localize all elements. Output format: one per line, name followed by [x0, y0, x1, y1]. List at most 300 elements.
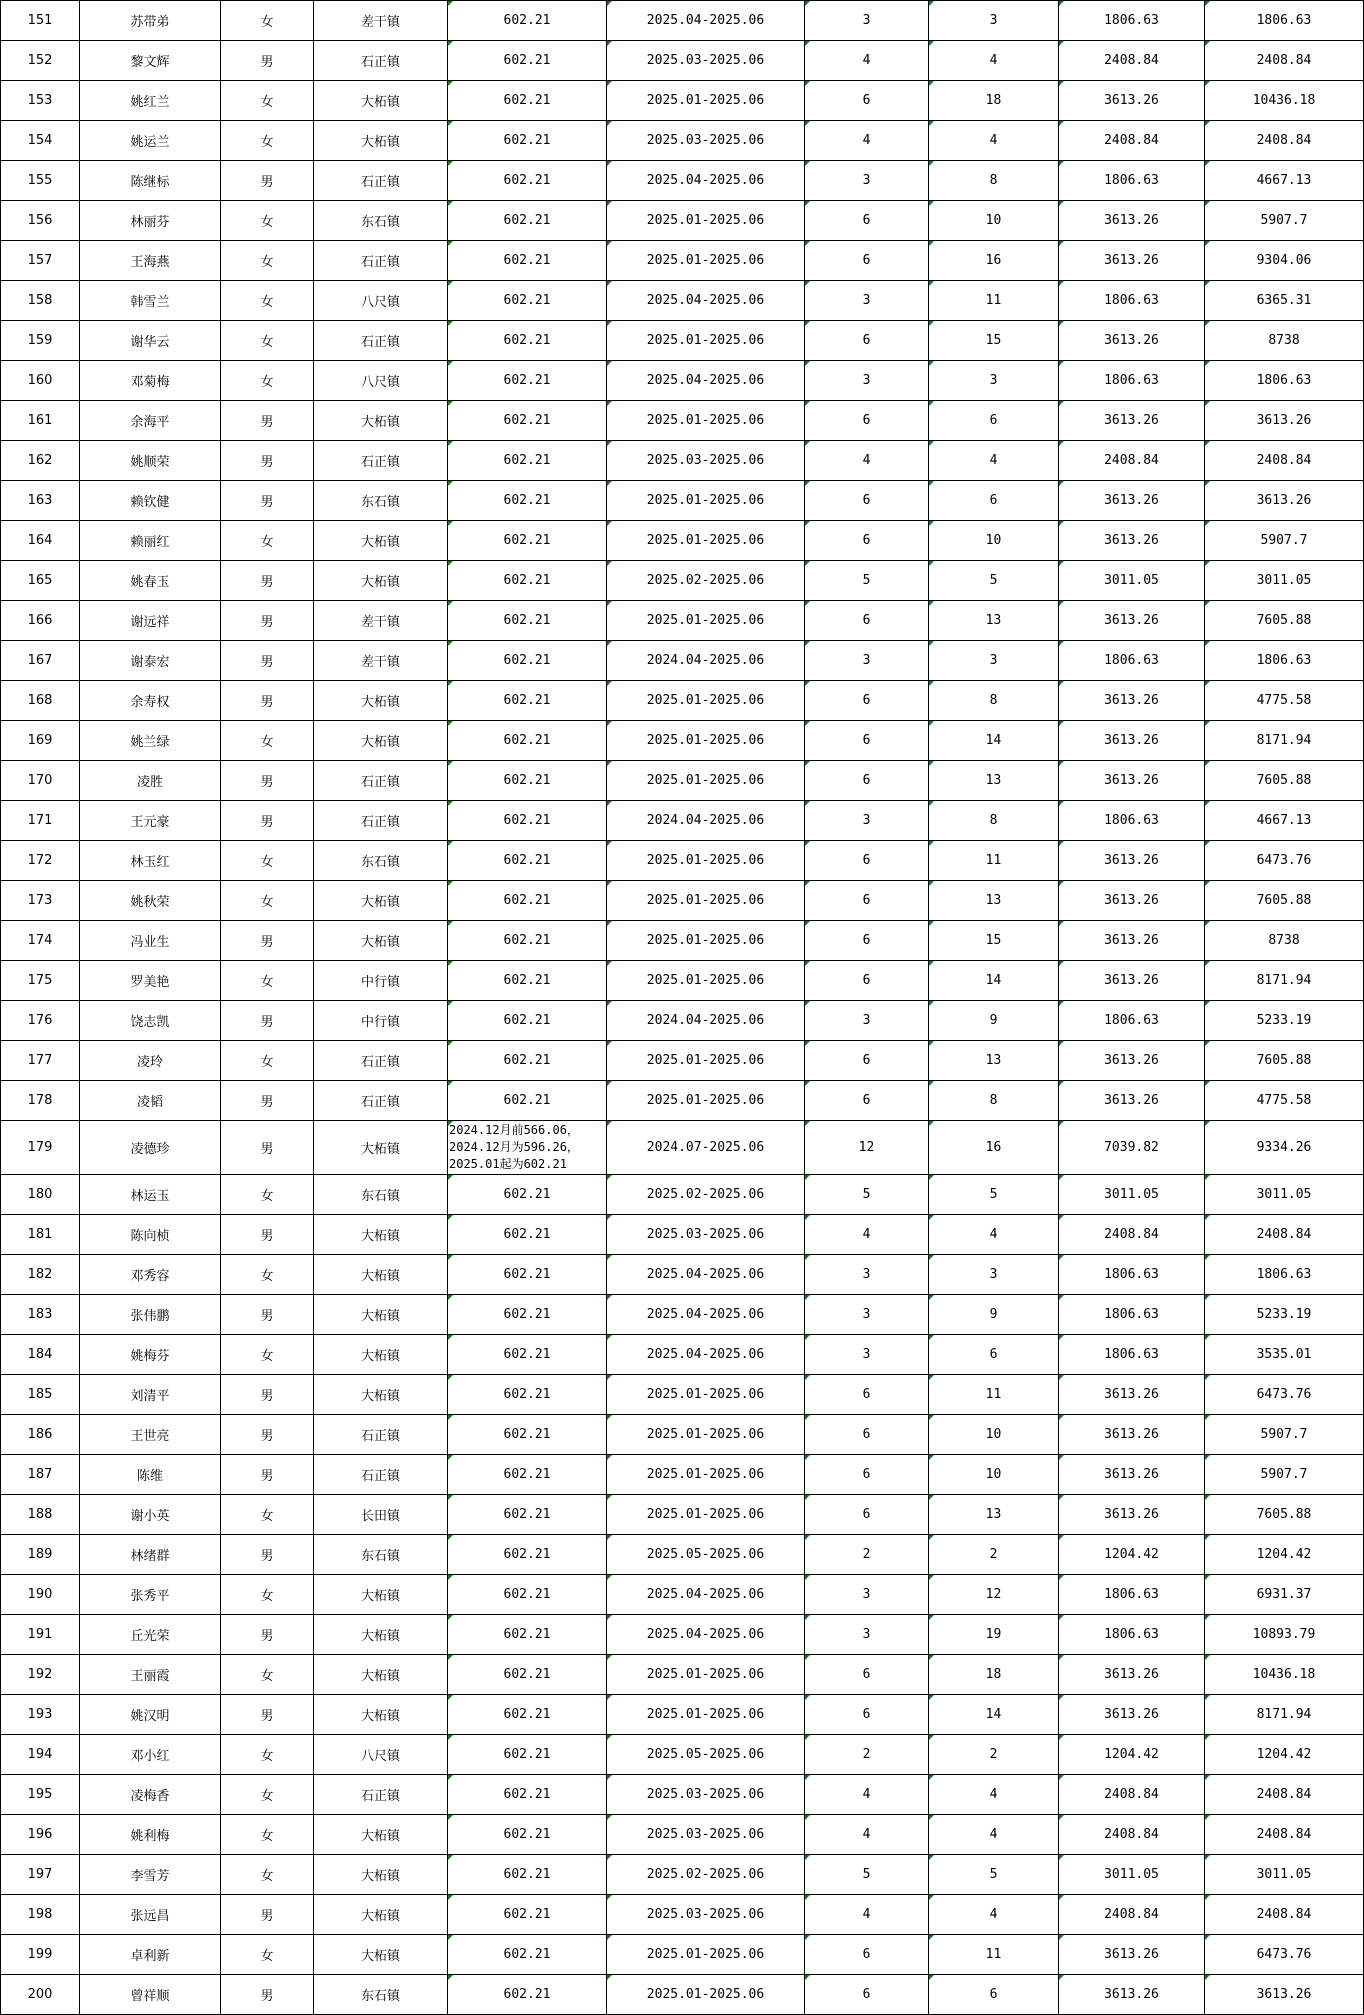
table-row — [1, 721, 1364, 761]
name-cell: 饶志凯 — [80, 1001, 221, 1041]
town-cell: 石正镇 — [314, 1415, 448, 1455]
standard-amount-cell: 602.21 — [448, 921, 607, 961]
gender-cell: 女 — [221, 1041, 314, 1081]
total-months-cell: 6 — [929, 1335, 1059, 1375]
total-amount-cell: 4775.58 — [1205, 681, 1364, 721]
row-number: 196 — [1, 1815, 80, 1855]
total-amount-cell: 5233.19 — [1205, 1001, 1364, 1041]
standard-amount-cell: 602.21 — [448, 1895, 607, 1935]
town-cell: 大柘镇 — [314, 1121, 448, 1175]
months-cell: 3 — [805, 161, 929, 201]
total-amount-cell: 8738 — [1205, 321, 1364, 361]
table-row — [1, 281, 1364, 321]
months-cell: 2 — [805, 1735, 929, 1775]
table-row — [1, 521, 1364, 561]
town-cell: 大柘镇 — [314, 1855, 448, 1895]
gender-cell: 女 — [221, 1495, 314, 1535]
town-cell: 东石镇 — [314, 1535, 448, 1575]
months-cell: 6 — [805, 201, 929, 241]
gender-cell: 女 — [221, 1255, 314, 1295]
table-row — [1, 1041, 1364, 1081]
table-row — [1, 1121, 1364, 1175]
table-row — [1, 681, 1364, 721]
period-cell: 2025.01-2025.06 — [607, 1495, 805, 1535]
town-cell: 石正镇 — [314, 161, 448, 201]
total-months-cell: 11 — [929, 1375, 1059, 1415]
gender-cell: 男 — [221, 801, 314, 841]
months-cell: 5 — [805, 1175, 929, 1215]
table-row — [1, 1735, 1364, 1775]
gender-cell: 女 — [221, 1735, 314, 1775]
name-cell: 卓利新 — [80, 1935, 221, 1975]
total-months-cell: 18 — [929, 1655, 1059, 1695]
name-cell: 张伟鹏 — [80, 1295, 221, 1335]
row-number: 165 — [1, 561, 80, 601]
name-cell: 苏带弟 — [80, 1, 221, 41]
table-body — [1, 1, 1364, 2015]
period-cell: 2025.03-2025.06 — [607, 41, 805, 81]
total-amount-cell: 5233.19 — [1205, 1295, 1364, 1335]
name-cell: 丘光荣 — [80, 1615, 221, 1655]
months-cell: 6 — [805, 481, 929, 521]
total-months-cell: 16 — [929, 1121, 1059, 1175]
town-cell: 大柘镇 — [314, 401, 448, 441]
total-months-cell: 11 — [929, 841, 1059, 881]
row-number: 151 — [1, 1, 80, 41]
name-cell: 凌胜 — [80, 761, 221, 801]
total-months-cell: 15 — [929, 921, 1059, 961]
standard-amount-cell: 602.21 — [448, 1935, 607, 1975]
months-cell: 6 — [805, 521, 929, 561]
period-cell: 2025.04-2025.06 — [607, 1295, 805, 1335]
total-months-cell: 4 — [929, 1815, 1059, 1855]
total-amount-cell: 2408.84 — [1205, 441, 1364, 481]
months-cell: 3 — [805, 1001, 929, 1041]
period-cell: 2025.04-2025.06 — [607, 1575, 805, 1615]
total-months-cell: 8 — [929, 1081, 1059, 1121]
town-cell: 石正镇 — [314, 321, 448, 361]
table-row — [1, 321, 1364, 361]
gender-cell: 男 — [221, 1615, 314, 1655]
total-months-cell: 4 — [929, 1895, 1059, 1935]
standard-amount-cell: 602.21 — [448, 281, 607, 321]
period-amount-cell: 1806.63 — [1059, 1, 1205, 41]
total-months-cell: 4 — [929, 441, 1059, 481]
name-cell: 凌玲 — [80, 1041, 221, 1081]
gender-cell: 男 — [221, 681, 314, 721]
name-cell: 陈向桢 — [80, 1215, 221, 1255]
gender-cell: 男 — [221, 481, 314, 521]
months-cell: 12 — [805, 1121, 929, 1175]
row-number: 175 — [1, 961, 80, 1001]
gender-cell: 男 — [221, 1121, 314, 1175]
row-number: 159 — [1, 321, 80, 361]
row-number: 153 — [1, 81, 80, 121]
name-cell: 谢华云 — [80, 321, 221, 361]
gender-cell: 女 — [221, 841, 314, 881]
total-amount-cell: 7605.88 — [1205, 601, 1364, 641]
town-cell: 大柘镇 — [314, 561, 448, 601]
total-months-cell: 8 — [929, 801, 1059, 841]
gender-cell: 男 — [221, 561, 314, 601]
months-cell: 4 — [805, 41, 929, 81]
total-amount-cell: 7605.88 — [1205, 761, 1364, 801]
period-cell: 2025.01-2025.06 — [607, 401, 805, 441]
name-cell: 张秀平 — [80, 1575, 221, 1615]
name-cell: 李雪芳 — [80, 1855, 221, 1895]
period-cell: 2025.03-2025.06 — [607, 1815, 805, 1855]
town-cell: 东石镇 — [314, 481, 448, 521]
town-cell: 大柘镇 — [314, 1695, 448, 1735]
name-cell: 冯业生 — [80, 921, 221, 961]
town-cell: 大柘镇 — [314, 121, 448, 161]
total-months-cell: 4 — [929, 121, 1059, 161]
table-row — [1, 1495, 1364, 1535]
town-cell: 石正镇 — [314, 241, 448, 281]
row-number: 192 — [1, 1655, 80, 1695]
period-cell: 2024.07-2025.06 — [607, 1121, 805, 1175]
standard-amount-cell: 602.21 — [448, 1535, 607, 1575]
total-months-cell: 8 — [929, 681, 1059, 721]
gender-cell: 男 — [221, 921, 314, 961]
period-amount-cell: 3613.26 — [1059, 761, 1205, 801]
months-cell: 3 — [805, 641, 929, 681]
table-row — [1, 1001, 1364, 1041]
period-amount-cell: 1806.63 — [1059, 1615, 1205, 1655]
gender-cell: 男 — [221, 601, 314, 641]
town-cell: 大柘镇 — [314, 1215, 448, 1255]
total-amount-cell: 4775.58 — [1205, 1081, 1364, 1121]
town-cell: 差干镇 — [314, 1, 448, 41]
table-row — [1, 1815, 1364, 1855]
months-cell: 6 — [805, 1695, 929, 1735]
months-cell: 3 — [805, 281, 929, 321]
months-cell: 6 — [805, 961, 929, 1001]
table-row — [1, 441, 1364, 481]
total-amount-cell: 3613.26 — [1205, 401, 1364, 441]
period-amount-cell: 3011.05 — [1059, 561, 1205, 601]
total-amount-cell: 4667.13 — [1205, 161, 1364, 201]
period-amount-cell: 1806.63 — [1059, 641, 1205, 681]
standard-amount-cell: 602.21 — [448, 1001, 607, 1041]
months-cell: 6 — [805, 1041, 929, 1081]
period-cell: 2025.03-2025.06 — [607, 121, 805, 161]
gender-cell: 女 — [221, 121, 314, 161]
period-amount-cell: 3613.26 — [1059, 1975, 1205, 2015]
name-cell: 姚红兰 — [80, 81, 221, 121]
total-amount-cell: 3011.05 — [1205, 1175, 1364, 1215]
standard-amount-cell: 602.21 — [448, 241, 607, 281]
standard-amount-cell: 602.21 — [448, 961, 607, 1001]
period-amount-cell: 3613.26 — [1059, 1655, 1205, 1695]
table-row — [1, 1295, 1364, 1335]
period-amount-cell: 3613.26 — [1059, 881, 1205, 921]
total-amount-cell: 4667.13 — [1205, 801, 1364, 841]
months-cell: 6 — [805, 761, 929, 801]
period-cell: 2025.04-2025.06 — [607, 1615, 805, 1655]
table-row — [1, 1695, 1364, 1735]
total-months-cell: 3 — [929, 1, 1059, 41]
name-cell: 姚春玉 — [80, 561, 221, 601]
period-amount-cell: 3613.26 — [1059, 81, 1205, 121]
gender-cell: 男 — [221, 1001, 314, 1041]
standard-amount-cell: 602.21 — [448, 321, 607, 361]
table-row — [1, 1175, 1364, 1215]
period-amount-cell: 3613.26 — [1059, 1375, 1205, 1415]
months-cell: 6 — [805, 881, 929, 921]
total-amount-cell: 6473.76 — [1205, 1375, 1364, 1415]
town-cell: 大柘镇 — [314, 1615, 448, 1655]
period-cell: 2025.03-2025.06 — [607, 1775, 805, 1815]
standard-amount-cell: 602.21 — [448, 1495, 607, 1535]
total-months-cell: 16 — [929, 241, 1059, 281]
table-row — [1, 121, 1364, 161]
name-cell: 姚汉明 — [80, 1695, 221, 1735]
total-months-cell: 14 — [929, 961, 1059, 1001]
total-months-cell: 18 — [929, 81, 1059, 121]
period-amount-cell: 7039.82 — [1059, 1121, 1205, 1175]
gender-cell: 男 — [221, 401, 314, 441]
row-number: 169 — [1, 721, 80, 761]
period-amount-cell: 3613.26 — [1059, 401, 1205, 441]
period-cell: 2025.01-2025.06 — [607, 81, 805, 121]
total-amount-cell: 10893.79 — [1205, 1615, 1364, 1655]
standard-amount-cell: 602.21 — [448, 1295, 607, 1335]
gender-cell: 女 — [221, 521, 314, 561]
table-row — [1, 921, 1364, 961]
period-cell: 2025.01-2025.06 — [607, 521, 805, 561]
gender-cell: 女 — [221, 241, 314, 281]
months-cell: 6 — [805, 1375, 929, 1415]
period-cell: 2025.04-2025.06 — [607, 1255, 805, 1295]
total-months-cell: 3 — [929, 641, 1059, 681]
table-row — [1, 81, 1364, 121]
name-cell: 曾祥顺 — [80, 1975, 221, 2015]
months-cell: 3 — [805, 1575, 929, 1615]
name-cell: 谢泰宏 — [80, 641, 221, 681]
row-number: 180 — [1, 1175, 80, 1215]
period-cell: 2025.01-2025.06 — [607, 1081, 805, 1121]
gender-cell: 男 — [221, 1415, 314, 1455]
name-cell: 姚运兰 — [80, 121, 221, 161]
row-number: 164 — [1, 521, 80, 561]
town-cell: 大柘镇 — [314, 1895, 448, 1935]
total-amount-cell: 10436.18 — [1205, 1655, 1364, 1695]
period-cell: 2025.01-2025.06 — [607, 1655, 805, 1695]
town-cell: 石正镇 — [314, 1081, 448, 1121]
period-amount-cell: 3613.26 — [1059, 481, 1205, 521]
name-cell: 赖钦健 — [80, 481, 221, 521]
table-row — [1, 401, 1364, 441]
town-cell: 大柘镇 — [314, 1935, 448, 1975]
months-cell: 2 — [805, 1535, 929, 1575]
table-row — [1, 241, 1364, 281]
period-amount-cell: 3613.26 — [1059, 201, 1205, 241]
standard-amount-cell: 602.21 — [448, 1335, 607, 1375]
total-amount-cell: 9304.06 — [1205, 241, 1364, 281]
town-cell: 八尺镇 — [314, 281, 448, 321]
gender-cell: 男 — [221, 1695, 314, 1735]
period-cell: 2025.01-2025.06 — [607, 681, 805, 721]
months-cell: 4 — [805, 1815, 929, 1855]
gender-cell: 男 — [221, 641, 314, 681]
row-number: 173 — [1, 881, 80, 921]
months-cell: 6 — [805, 1975, 929, 2015]
period-amount-cell: 3011.05 — [1059, 1175, 1205, 1215]
period-amount-cell: 3613.26 — [1059, 1495, 1205, 1535]
period-amount-cell: 1806.63 — [1059, 801, 1205, 841]
table-row — [1, 1535, 1364, 1575]
gender-cell: 男 — [221, 41, 314, 81]
total-months-cell: 4 — [929, 1775, 1059, 1815]
period-amount-cell: 1806.63 — [1059, 1001, 1205, 1041]
months-cell: 6 — [805, 921, 929, 961]
standard-amount-cell: 2024.12月前566.06， 2024.12月为596.26， 2025.01起为602.21 — [448, 1121, 607, 1175]
gender-cell: 男 — [221, 161, 314, 201]
standard-amount-cell: 602.21 — [448, 401, 607, 441]
period-cell: 2025.01-2025.06 — [607, 881, 805, 921]
row-number: 182 — [1, 1255, 80, 1295]
table-row — [1, 1255, 1364, 1295]
total-amount-cell: 1806.63 — [1205, 361, 1364, 401]
gender-cell: 女 — [221, 281, 314, 321]
gender-cell: 男 — [221, 1215, 314, 1255]
town-cell: 差干镇 — [314, 601, 448, 641]
table-row — [1, 1655, 1364, 1695]
total-amount-cell: 1806.63 — [1205, 1, 1364, 41]
period-amount-cell: 3613.26 — [1059, 601, 1205, 641]
total-months-cell: 13 — [929, 1495, 1059, 1535]
period-amount-cell: 3613.26 — [1059, 921, 1205, 961]
gender-cell: 女 — [221, 1575, 314, 1615]
total-months-cell: 8 — [929, 161, 1059, 201]
name-cell: 王海燕 — [80, 241, 221, 281]
table-row — [1, 161, 1364, 201]
total-months-cell: 4 — [929, 41, 1059, 81]
total-amount-cell: 2408.84 — [1205, 1775, 1364, 1815]
period-amount-cell: 1806.63 — [1059, 1335, 1205, 1375]
total-amount-cell: 10436.18 — [1205, 81, 1364, 121]
standard-amount-cell: 602.21 — [448, 1775, 607, 1815]
total-amount-cell: 1806.63 — [1205, 641, 1364, 681]
standard-amount-cell: 602.21 — [448, 1575, 607, 1615]
period-cell: 2025.05-2025.06 — [607, 1535, 805, 1575]
total-amount-cell: 2408.84 — [1205, 41, 1364, 81]
table-row — [1, 1415, 1364, 1455]
standard-amount-cell: 602.21 — [448, 1655, 607, 1695]
row-number: 152 — [1, 41, 80, 81]
name-cell: 陈维 — [80, 1455, 221, 1495]
town-cell: 大柘镇 — [314, 681, 448, 721]
gender-cell: 女 — [221, 1175, 314, 1215]
town-cell: 大柘镇 — [314, 921, 448, 961]
gender-cell: 男 — [221, 1375, 314, 1415]
row-number: 161 — [1, 401, 80, 441]
standard-amount-cell: 602.21 — [448, 1255, 607, 1295]
total-amount-cell: 6473.76 — [1205, 1935, 1364, 1975]
period-amount-cell: 3613.26 — [1059, 1935, 1205, 1975]
table-row — [1, 641, 1364, 681]
standard-amount-cell: 602.21 — [448, 881, 607, 921]
gender-cell: 女 — [221, 881, 314, 921]
months-cell: 5 — [805, 561, 929, 601]
town-cell: 大柘镇 — [314, 1295, 448, 1335]
period-amount-cell: 3613.26 — [1059, 1455, 1205, 1495]
standard-amount-cell: 602.21 — [448, 761, 607, 801]
name-cell: 刘清平 — [80, 1375, 221, 1415]
row-number: 200 — [1, 1975, 80, 2015]
months-cell: 6 — [805, 681, 929, 721]
period-cell: 2025.04-2025.06 — [607, 281, 805, 321]
months-cell: 6 — [805, 321, 929, 361]
total-amount-cell: 3613.26 — [1205, 1975, 1364, 2015]
total-amount-cell: 8171.94 — [1205, 1695, 1364, 1735]
months-cell: 4 — [805, 1775, 929, 1815]
town-cell: 大柘镇 — [314, 81, 448, 121]
standard-amount-cell: 602.21 — [448, 1, 607, 41]
row-number: 179 — [1, 1121, 80, 1175]
row-number: 157 — [1, 241, 80, 281]
row-number: 166 — [1, 601, 80, 641]
period-amount-cell: 3613.26 — [1059, 961, 1205, 1001]
town-cell: 大柘镇 — [314, 1255, 448, 1295]
total-amount-cell: 6365.31 — [1205, 281, 1364, 321]
total-months-cell: 5 — [929, 1855, 1059, 1895]
total-amount-cell: 3011.05 — [1205, 561, 1364, 601]
months-cell: 3 — [805, 361, 929, 401]
table-row — [1, 1895, 1364, 1935]
name-cell: 姚顺荣 — [80, 441, 221, 481]
town-cell: 大柘镇 — [314, 881, 448, 921]
period-amount-cell: 1806.63 — [1059, 1295, 1205, 1335]
standard-amount-cell: 602.21 — [448, 121, 607, 161]
table-row — [1, 481, 1364, 521]
row-number: 176 — [1, 1001, 80, 1041]
period-cell: 2025.01-2025.06 — [607, 321, 805, 361]
table-row — [1, 1215, 1364, 1255]
table-row — [1, 561, 1364, 601]
months-cell: 4 — [805, 121, 929, 161]
period-cell: 2025.01-2025.06 — [607, 601, 805, 641]
months-cell: 6 — [805, 1415, 929, 1455]
row-number: 168 — [1, 681, 80, 721]
town-cell: 石正镇 — [314, 1041, 448, 1081]
period-amount-cell: 3613.26 — [1059, 1695, 1205, 1735]
row-number: 154 — [1, 121, 80, 161]
gender-cell: 男 — [221, 1081, 314, 1121]
table-row — [1, 201, 1364, 241]
months-cell: 5 — [805, 1855, 929, 1895]
total-amount-cell: 6931.37 — [1205, 1575, 1364, 1615]
period-amount-cell: 2408.84 — [1059, 1815, 1205, 1855]
table-row — [1, 1455, 1364, 1495]
period-amount-cell: 1806.63 — [1059, 1255, 1205, 1295]
row-number: 191 — [1, 1615, 80, 1655]
gender-cell: 女 — [221, 961, 314, 1001]
town-cell: 东石镇 — [314, 1175, 448, 1215]
row-number: 167 — [1, 641, 80, 681]
total-months-cell: 10 — [929, 1455, 1059, 1495]
row-number: 193 — [1, 1695, 80, 1735]
town-cell: 长田镇 — [314, 1495, 448, 1535]
total-amount-cell: 1204.42 — [1205, 1535, 1364, 1575]
period-cell: 2025.02-2025.06 — [607, 561, 805, 601]
name-cell: 谢小英 — [80, 1495, 221, 1535]
period-cell: 2025.01-2025.06 — [607, 481, 805, 521]
row-number: 156 — [1, 201, 80, 241]
months-cell: 4 — [805, 1895, 929, 1935]
period-amount-cell: 3011.05 — [1059, 1855, 1205, 1895]
